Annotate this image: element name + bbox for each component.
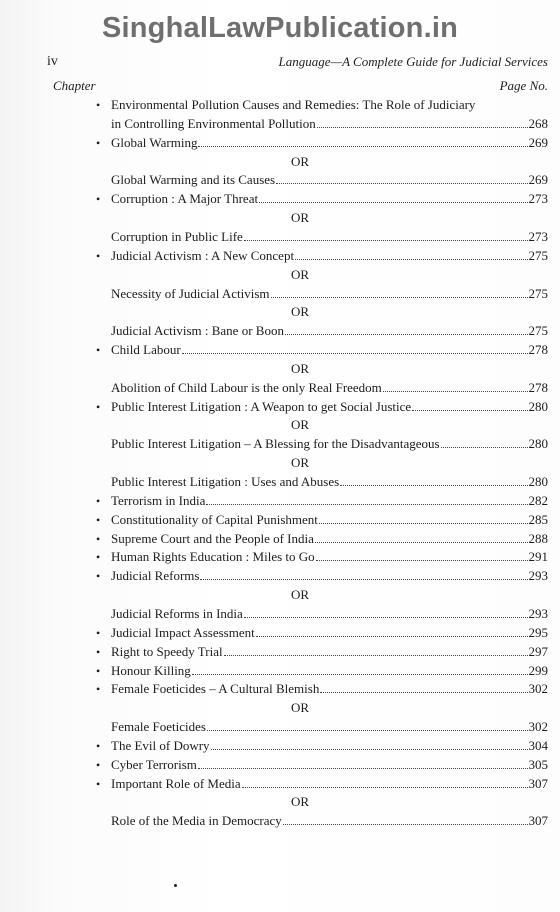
bullet-icon: •	[96, 757, 101, 772]
toc-entry-title: Female Foeticides – A Cultural Blemish	[111, 681, 320, 697]
dot-leader	[244, 617, 528, 618]
toc-entry-page: 307	[528, 775, 548, 791]
toc-entry-title: Environmental Pollution Causes and Remedies: The Role of Judiciary	[111, 97, 476, 112]
toc-entry	[0, 624, 560, 642]
toc-entry-page: 275	[528, 323, 548, 339]
toc-entry	[0, 341, 560, 359]
toc-entry	[0, 605, 560, 623]
toc-entry-page: 269	[528, 172, 548, 188]
toc-entry-title: Global Warming and its Causes	[111, 172, 276, 188]
toc-entry	[0, 96, 560, 114]
bullet-icon: •	[96, 682, 101, 697]
page-number: iv	[47, 54, 58, 69]
toc-entry-line	[111, 643, 548, 661]
toc-entry-page: 269	[528, 134, 548, 150]
toc-entry-line	[111, 228, 548, 246]
toc-entry-line	[111, 115, 548, 133]
dot-leader	[283, 824, 528, 825]
toc-entry-page: 273	[528, 228, 548, 244]
toc-entry-title: Corruption : A Major Threat	[111, 191, 259, 207]
toc-entry-line	[111, 756, 548, 774]
toc-entry-page: 275	[528, 247, 548, 263]
toc-entry-page: 282	[528, 492, 548, 508]
or-separator: OR	[290, 210, 310, 226]
toc-entry-page: 291	[528, 549, 548, 565]
bullet-icon: •	[96, 135, 101, 150]
toc-entry-page: 273	[528, 191, 548, 207]
running-title: Language—A Complete Guide for Judicial Services	[278, 54, 548, 69]
toc-entry-page: 278	[528, 342, 548, 358]
toc-entry-title: Right to Speedy Trial	[111, 643, 223, 659]
bullet-icon: •	[96, 512, 101, 527]
toc-entry	[0, 737, 560, 755]
toc-entry-title: The Evil of Dowry	[111, 737, 210, 753]
toc-entry	[0, 134, 560, 152]
toc-entry-page: 293	[528, 568, 548, 584]
toc-entry	[0, 398, 560, 416]
toc-entry-line	[111, 171, 548, 189]
toc-entry-page: 299	[528, 662, 548, 678]
dot-leader	[200, 579, 527, 580]
toc-entry	[0, 228, 560, 246]
dot-leader	[295, 259, 527, 260]
bullet-icon: •	[96, 738, 101, 753]
dot-leader	[206, 504, 527, 505]
toc-entry-line	[111, 134, 548, 152]
toc-entry	[0, 473, 560, 491]
toc-entry-line	[111, 379, 548, 397]
toc-entry	[0, 812, 560, 830]
toc-entry	[0, 379, 560, 397]
toc-entry-line	[111, 285, 548, 303]
toc-entry-line	[111, 511, 548, 529]
bullet-icon: •	[96, 644, 101, 659]
bullet-icon: •	[96, 569, 101, 584]
toc-entry-title: in Controlling Environmental Pollution	[111, 115, 316, 131]
toc-entry-line	[111, 775, 548, 793]
toc-entry-line	[111, 398, 548, 416]
dot-leader	[192, 674, 528, 675]
toc-entry-continuation	[0, 115, 560, 133]
toc-entry	[0, 247, 560, 265]
dot-leader	[412, 410, 527, 411]
dot-leader	[441, 447, 528, 448]
toc-entry-title: Important Role of Media	[111, 775, 241, 791]
toc-entry	[0, 530, 560, 548]
or-separator: OR	[290, 700, 310, 716]
toc-entry-line	[111, 718, 548, 736]
toc-entry-title: Supreme Court and the People of India	[111, 530, 314, 546]
toc-entry-page: 307	[528, 813, 548, 829]
or-separator: OR	[290, 417, 310, 433]
dot-leader	[320, 692, 527, 693]
toc-entry-line	[111, 247, 548, 265]
or-separator: OR	[290, 794, 310, 810]
toc-entry-title: Female Foeticides	[111, 719, 206, 735]
toc-entry	[0, 680, 560, 698]
toc-entry-page: 268	[528, 115, 548, 131]
dot-leader	[211, 749, 528, 750]
or-separator: OR	[290, 587, 310, 603]
bullet-icon: •	[96, 493, 101, 508]
dot-leader	[340, 485, 527, 486]
bullet-icon: •	[96, 192, 101, 207]
bullet-icon: •	[96, 776, 101, 791]
toc-entry-line	[111, 548, 548, 566]
bullet-icon: •	[96, 531, 101, 546]
bullet-icon: •	[96, 98, 101, 112]
dot-leader	[259, 202, 527, 203]
toc-entry-title: Public Interest Litigation : Uses and Abuses	[111, 474, 340, 489]
dot-leader	[224, 655, 528, 656]
toc-entry-page: 302	[528, 681, 548, 697]
stray-mark	[174, 884, 177, 887]
toc-entry-page: 297	[528, 643, 548, 659]
toc-entry	[0, 190, 560, 208]
toc-entry-line	[111, 662, 548, 680]
toc-entry-title: Terrorism in India	[111, 492, 206, 508]
toc-entry-page: 295	[528, 624, 548, 640]
toc-entry-page: 278	[528, 379, 548, 395]
toc-entry-title: Human Rights Education : Miles to Go	[111, 549, 315, 565]
dot-leader	[244, 240, 528, 241]
toc-entry-title: Judicial Reforms in India	[111, 605, 243, 621]
toc-entry-title: Judicial Activism : A New Concept	[111, 247, 295, 263]
toc-entry-page: 280	[528, 474, 548, 489]
toc-entry	[0, 492, 560, 510]
toc-entry-line	[111, 567, 548, 585]
dot-leader	[317, 127, 528, 128]
toc-entry	[0, 435, 560, 453]
toc-entry-title: Public Interest Litigation – A Blessing for the Disadvantageous	[111, 436, 440, 452]
toc-entry-page: 305	[528, 756, 548, 772]
toc-entry-page: 280	[528, 436, 548, 452]
or-separator: OR	[290, 360, 310, 376]
toc-entry	[0, 756, 560, 774]
toc-entry	[0, 567, 560, 585]
toc-entry-line	[111, 492, 548, 510]
toc-entry	[0, 718, 560, 736]
watermark: SinghalLawPublication.in	[101, 12, 459, 44]
dot-leader	[319, 523, 528, 524]
bullet-icon: •	[96, 663, 101, 678]
toc-entry-title: Abolition of Child Labour is the only Real Freedom	[111, 379, 382, 395]
toc-entry-line	[111, 812, 548, 830]
toc-entry	[0, 662, 560, 680]
dot-leader	[182, 353, 528, 354]
toc-entry-title: Corruption in Public Life	[111, 228, 243, 244]
dot-leader	[198, 146, 527, 147]
dot-leader	[285, 334, 528, 335]
toc-entry	[0, 775, 560, 793]
bullet-icon: •	[96, 343, 101, 358]
toc-entry-title: Judicial Activism : Bane or Boon	[111, 323, 284, 339]
toc-entry	[0, 285, 560, 303]
toc-entry-page: 304	[528, 737, 548, 753]
toc-entry-line	[111, 96, 548, 114]
or-separator: OR	[290, 304, 310, 320]
toc-entry-page: 285	[528, 511, 548, 527]
toc-entry-line	[111, 473, 548, 491]
dot-leader	[207, 730, 528, 731]
dot-leader	[316, 560, 528, 561]
toc-entry-page: 288	[528, 530, 548, 546]
toc-entry-title: Cyber Terrorism	[111, 756, 197, 772]
bullet-icon: •	[96, 550, 101, 565]
toc-entry-title: Global Warming	[111, 134, 198, 150]
toc-entry-title: Judicial Reforms	[111, 568, 200, 584]
or-separator: OR	[290, 455, 310, 471]
dot-leader	[198, 768, 528, 769]
toc-entry-page: 275	[528, 285, 548, 301]
dot-leader	[276, 183, 527, 184]
toc-entry-line	[111, 624, 548, 642]
chapter-column-header: Chapter	[53, 78, 96, 93]
toc-entry	[0, 511, 560, 529]
toc-entry-line	[111, 737, 548, 755]
bullet-icon: •	[96, 625, 101, 640]
or-separator: OR	[290, 153, 310, 169]
toc-entry	[0, 322, 560, 340]
toc-entry-title: Constitutionality of Capital Punishment	[111, 511, 318, 527]
dot-leader	[271, 297, 528, 298]
toc-entry-title: Necessity of Judicial Activism	[111, 285, 270, 301]
or-separator: OR	[290, 266, 310, 282]
dot-leader	[256, 636, 528, 637]
page-column-header: Page No.	[499, 78, 548, 93]
toc-entry-line	[111, 190, 548, 208]
dot-leader	[242, 787, 528, 788]
toc-entry-title: Judicial Impact Assessment	[111, 624, 255, 640]
dot-leader	[383, 391, 528, 392]
toc-entry-title: Honour Killing	[111, 662, 191, 678]
toc-entry-line	[111, 605, 548, 623]
toc-entry-line	[111, 680, 548, 698]
toc-entry	[0, 171, 560, 189]
toc-entry-title: Role of the Media in Democracy	[111, 813, 282, 829]
toc-entry-line	[111, 322, 548, 340]
toc-entry	[0, 643, 560, 661]
toc-entry	[0, 548, 560, 566]
bullet-icon: •	[96, 399, 101, 414]
toc-entry-page: 293	[528, 605, 548, 621]
toc-entry-line	[111, 530, 548, 548]
toc-entry-title: Child Labour	[111, 342, 181, 358]
toc-entry-page: 302	[528, 719, 548, 735]
toc-entry-line	[111, 341, 548, 359]
toc-entry-title: Public Interest Litigation : A Weapon to get Social Justice	[111, 398, 412, 414]
dot-leader	[315, 542, 528, 543]
toc-entry-page: 280	[528, 398, 548, 414]
bullet-icon: •	[96, 248, 101, 263]
toc-entry-line	[111, 435, 548, 453]
